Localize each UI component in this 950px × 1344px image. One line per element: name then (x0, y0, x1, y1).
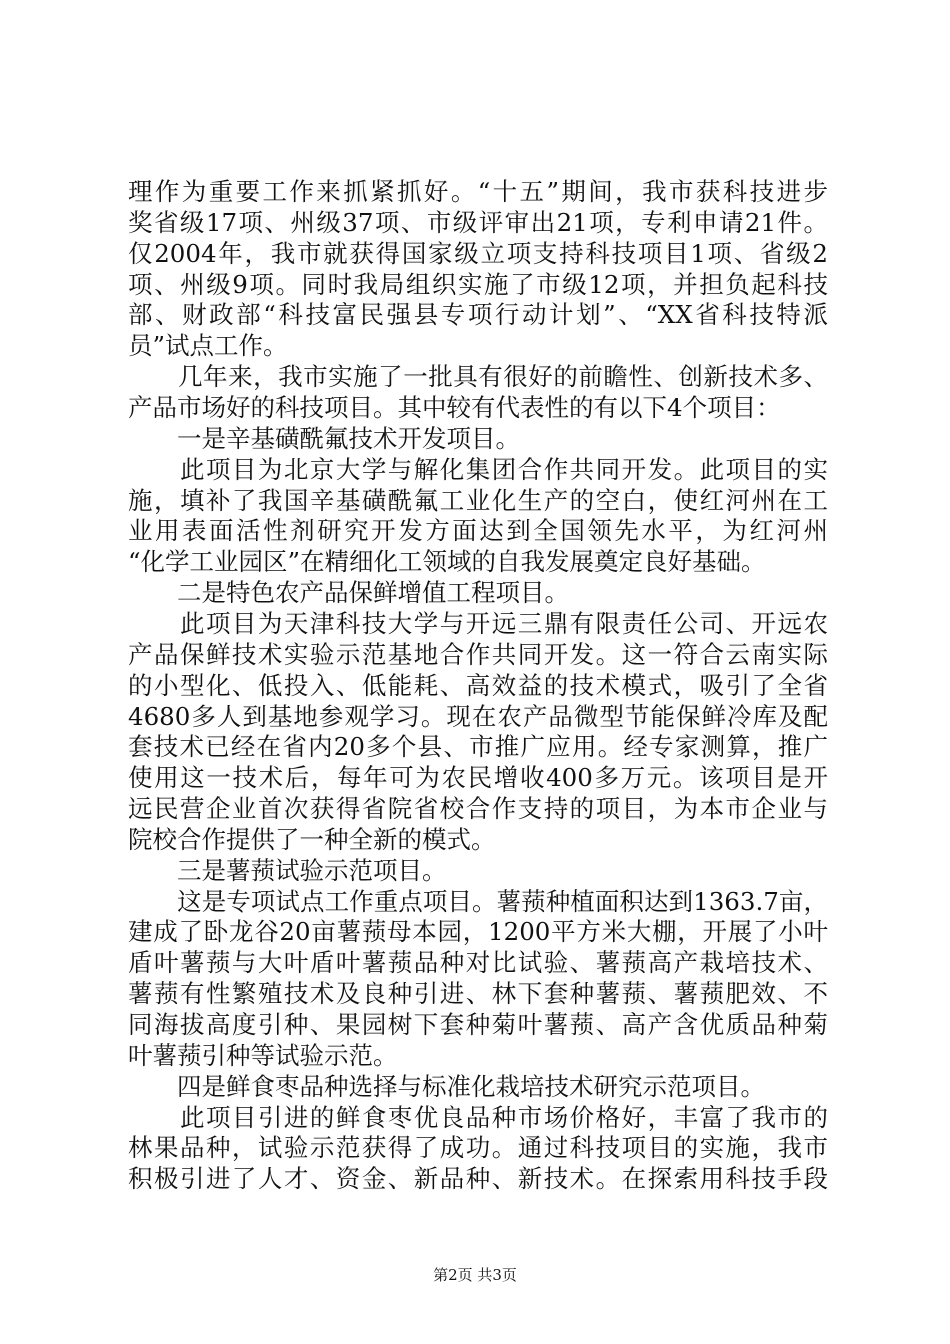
text-line: 使用这一技术后，每年可为农民增收400多万元。该项目是开 (128, 763, 828, 793)
text-line: 一是辛基磺酰氟技术开发项目。 (128, 423, 520, 453)
text-line: 此项目为北京大学与解化集团合作共同开发。此项目的实 (128, 454, 828, 484)
text-line: 二是特色农产品保鲜增值工程项目。 (128, 578, 569, 607)
text-line: 员”试点工作。 (128, 331, 288, 361)
text-line: 产品市场好的科技项目。其中较有代表性的有以下4个项目： (128, 393, 781, 422)
text-line: 远民营企业首次获得省院省校合作支持的项目，为本市企业与 (128, 794, 828, 823)
text-line: 三是薯蓣试验示范项目。 (128, 855, 447, 885)
text-line: 产品保鲜技术实验示范基地合作共同开发。这一符合云南实际 (128, 639, 828, 669)
text-line: 理作为重要工作来抓紧抓好。“十五”期间，我市获科技进步 (128, 177, 828, 206)
text-line: 院校合作提供了一种全新的模式。 (128, 824, 496, 854)
text-line: 业用表面活性剂研究开发方面达到全国领先水平，为红河州 (128, 516, 828, 546)
text-line: 4680多人到基地参观学习。现在农产品微型节能保鲜冷库及配 (128, 701, 828, 731)
text-line: 同海拔高度引种、果园树下套种菊叶薯蓣、高产含优质品种菊 (128, 1010, 828, 1039)
text-line: 四是鲜食枣品种选择与标准化栽培技术研究示范项目。 (128, 1071, 765, 1101)
text-line: 仅2004年，我市就获得国家级立项支持科技项目1项、省级2 (128, 238, 828, 268)
text-line: 套技术已经在省内20多个县、市推广应用。经专家测算，推广 (128, 732, 828, 762)
text-line: 叶薯蓣引种等试验示范。 (128, 1040, 398, 1070)
text-line: 盾叶薯蓣与大叶盾叶薯蓣品种对比试验、薯蓣高产栽培技术、 (128, 948, 828, 978)
text-line: 部、财政部“科技富民强县专项行动计划”、“XX省科技特派 (128, 300, 828, 330)
text-line: 林果品种，试验示范获得了成功。通过科技项目的实施，我市 (128, 1133, 828, 1163)
text-line: 建成了卧龙谷20亩薯蓣母本园，1200平方米大棚，开展了小叶 (128, 917, 828, 947)
page-footer: 第2页 共3页 (433, 1266, 517, 1284)
text-line: 此项目为天津科技大学与开远三鼎有限责任公司、开远农 (128, 608, 828, 638)
text-line: 施，填补了我国辛基磺酰氟工业化生产的空白，使红河州在工 (128, 485, 828, 515)
text-line: 此项目引进的鲜食枣优良品种市场价格好，丰富了我市的 (128, 1102, 828, 1132)
text-line: “化学工业园区”在精细化工领域的自我发展奠定良好基础。 (128, 547, 766, 577)
text-line: 的小型化、低投入、低能耗、高效益的技术模式，吸引了全省 (128, 670, 828, 700)
text-line: 奖省级17项、州级37项、市级评审出21项，专利申请21件。 (128, 207, 828, 237)
text-line: 积极引进了人才、资金、新品种、新技术。在探索用科技手段 (128, 1164, 828, 1194)
text-line: 这是专项试点工作重点项目。薯蓣种植面积达到1363.7亩， (128, 886, 828, 916)
text-line: 项、州级9项。同时我局组织实施了市级12项，并担负起科技 (128, 269, 828, 299)
text-line: 薯蓣有性繁殖技术及良种引进、林下套种薯蓣、薯蓣肥效、不 (128, 979, 828, 1009)
text-line: 几年来，我市实施了一批具有很好的前瞻性、创新技术多、 (128, 362, 828, 392)
